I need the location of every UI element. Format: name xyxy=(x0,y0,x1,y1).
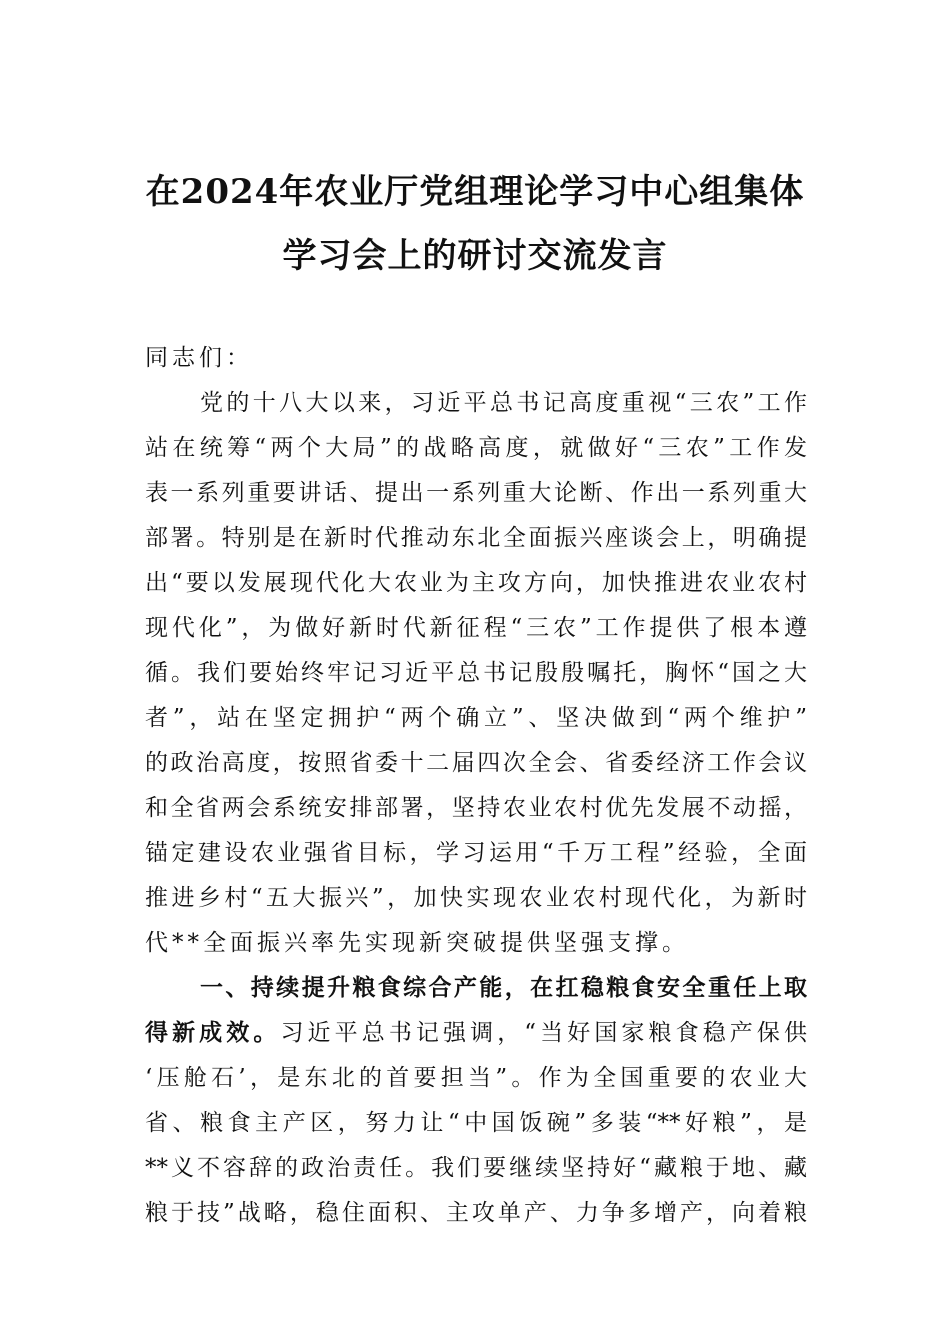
paragraph-line: 推进乡村“五大振兴”，加快实现农业农村现代化，为新时 xyxy=(145,885,807,911)
section-1-body xyxy=(145,1056,807,1236)
paragraph-line: 循。我们要始终牢记习近平总书记殷殷嘱托，胸怀“国之大 xyxy=(145,660,807,686)
paragraph-line: 党的十八大以来，习近平总书记高度重视“三农”工作 xyxy=(200,390,807,416)
section-1-heading-line-1 xyxy=(145,966,807,1011)
section-line: 省、粮食主产区，努力让“中国饭碗”多装“**好粮”，是 xyxy=(145,1110,807,1136)
paragraph-line: 的政治高度，按照省委十二届四次全会、省委经济工作会议 xyxy=(145,750,807,776)
document-body xyxy=(145,336,807,1236)
paragraph-intro xyxy=(145,381,807,966)
paragraph-line: 现代化”，为做好新时代新征程“三农”工作提供了根本遵 xyxy=(145,615,807,641)
paragraph-line: 代**全面振兴率先实现新突破提供坚强支撑。 xyxy=(145,930,689,956)
paragraph-line: 部署。特别是在新时代推动东北全面振兴座谈会上，明确提 xyxy=(145,525,807,551)
section-1-heading-line-2 xyxy=(145,1011,807,1056)
section-1-text: 习近平总书记强调，“当好国家粮食稳产保供 xyxy=(280,1020,807,1046)
document-title-line-1: 在2024年农业厅党组理论学习中心组集体 xyxy=(145,172,805,212)
salutation: 同志们： xyxy=(145,345,253,371)
paragraph-line: 和全省两会系统安排部署，坚持农业农村优先发展不动摇， xyxy=(145,795,807,821)
section-line: 粮于技”战略，稳住面积、主攻单产、力争多增产，向着粮 xyxy=(145,1200,807,1226)
section-1-heading: 一、持续提升粮食综合产能，在扛稳粮食安全重任上取 xyxy=(200,975,807,1001)
paragraph-line: 锚定建设农业强省目标，学习运用“千万工程”经验，全面 xyxy=(145,840,807,866)
section-line: ‘压舱石’，是东北的首要担当”。作为全国重要的农业大 xyxy=(145,1065,807,1091)
paragraph-line: 者”，站在坚定拥护“两个确立”、坚决做到“两个维护” xyxy=(145,705,807,731)
section-1-heading-end: 得新成效。 xyxy=(145,1020,281,1046)
paragraph-line: 表一系列重要讲话、提出一系列重大论断、作出一系列重大 xyxy=(145,480,807,506)
section-line: **义不容辞的政治责任。我们要继续坚持好“藏粮于地、藏 xyxy=(145,1155,807,1181)
paragraph-line: 站在统筹“两个大局”的战略高度，就做好“三农”工作发 xyxy=(145,435,807,461)
document-title-line-2: 学习会上的研讨交流发言 xyxy=(282,236,668,276)
paragraph-line: 出“要以发展现代化大农业为主攻方向，加快推进农业农村 xyxy=(145,570,807,596)
